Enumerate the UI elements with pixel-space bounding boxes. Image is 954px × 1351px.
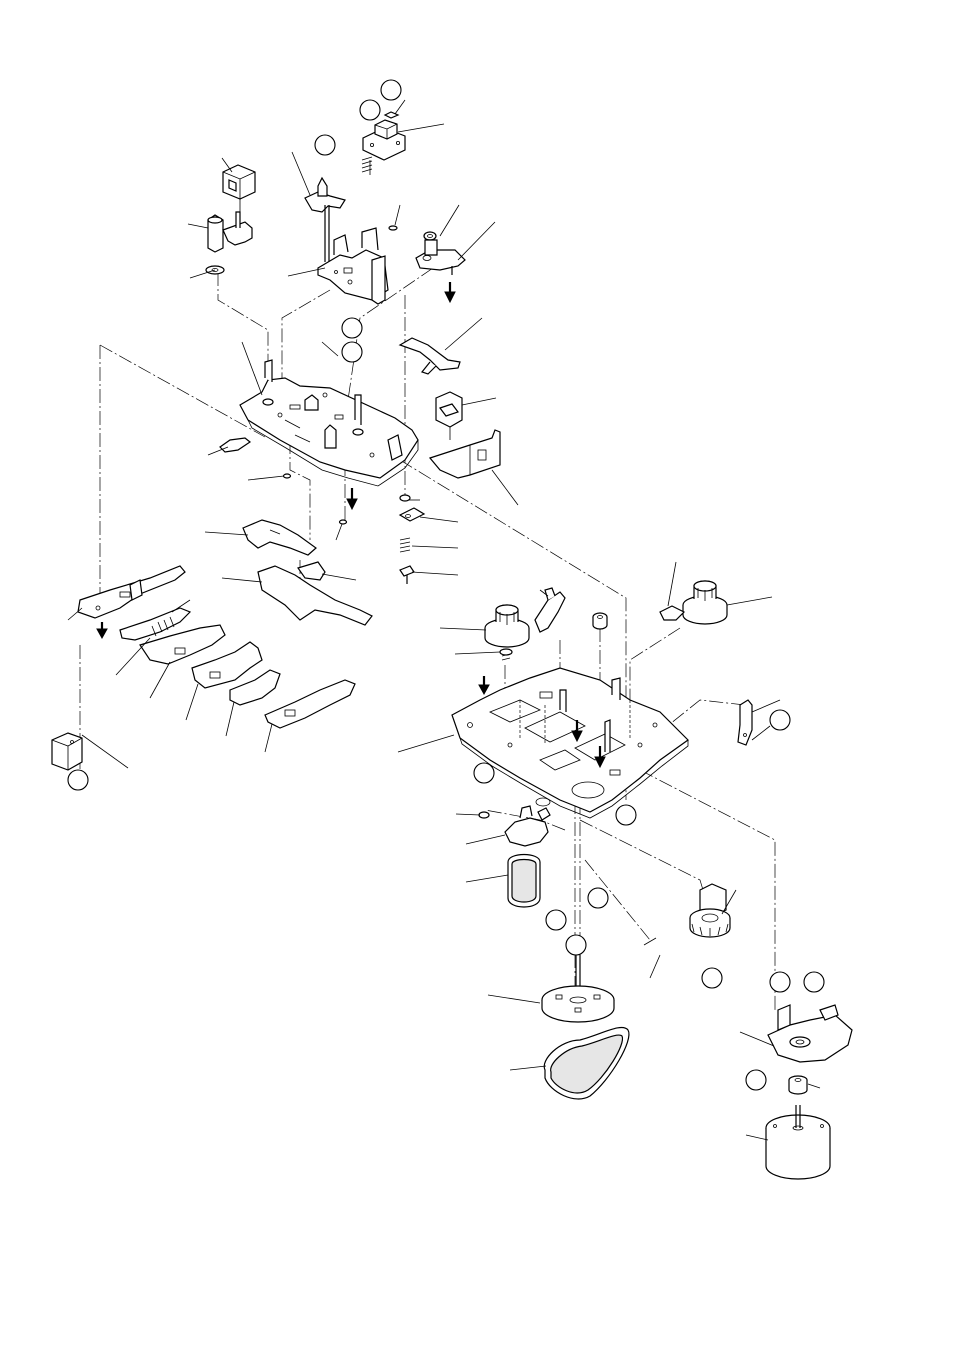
mid-right-parts (400, 338, 500, 584)
main-chassis (452, 668, 688, 818)
drive-train (505, 806, 852, 1179)
direction-arrow (445, 282, 455, 302)
direction-arrow (347, 488, 357, 509)
left-lever-stack (78, 438, 372, 728)
direction-arrow (97, 622, 107, 638)
left-bracket (52, 733, 82, 770)
mid-chassis-assembly (240, 360, 418, 486)
top-head-assembly (206, 112, 465, 304)
